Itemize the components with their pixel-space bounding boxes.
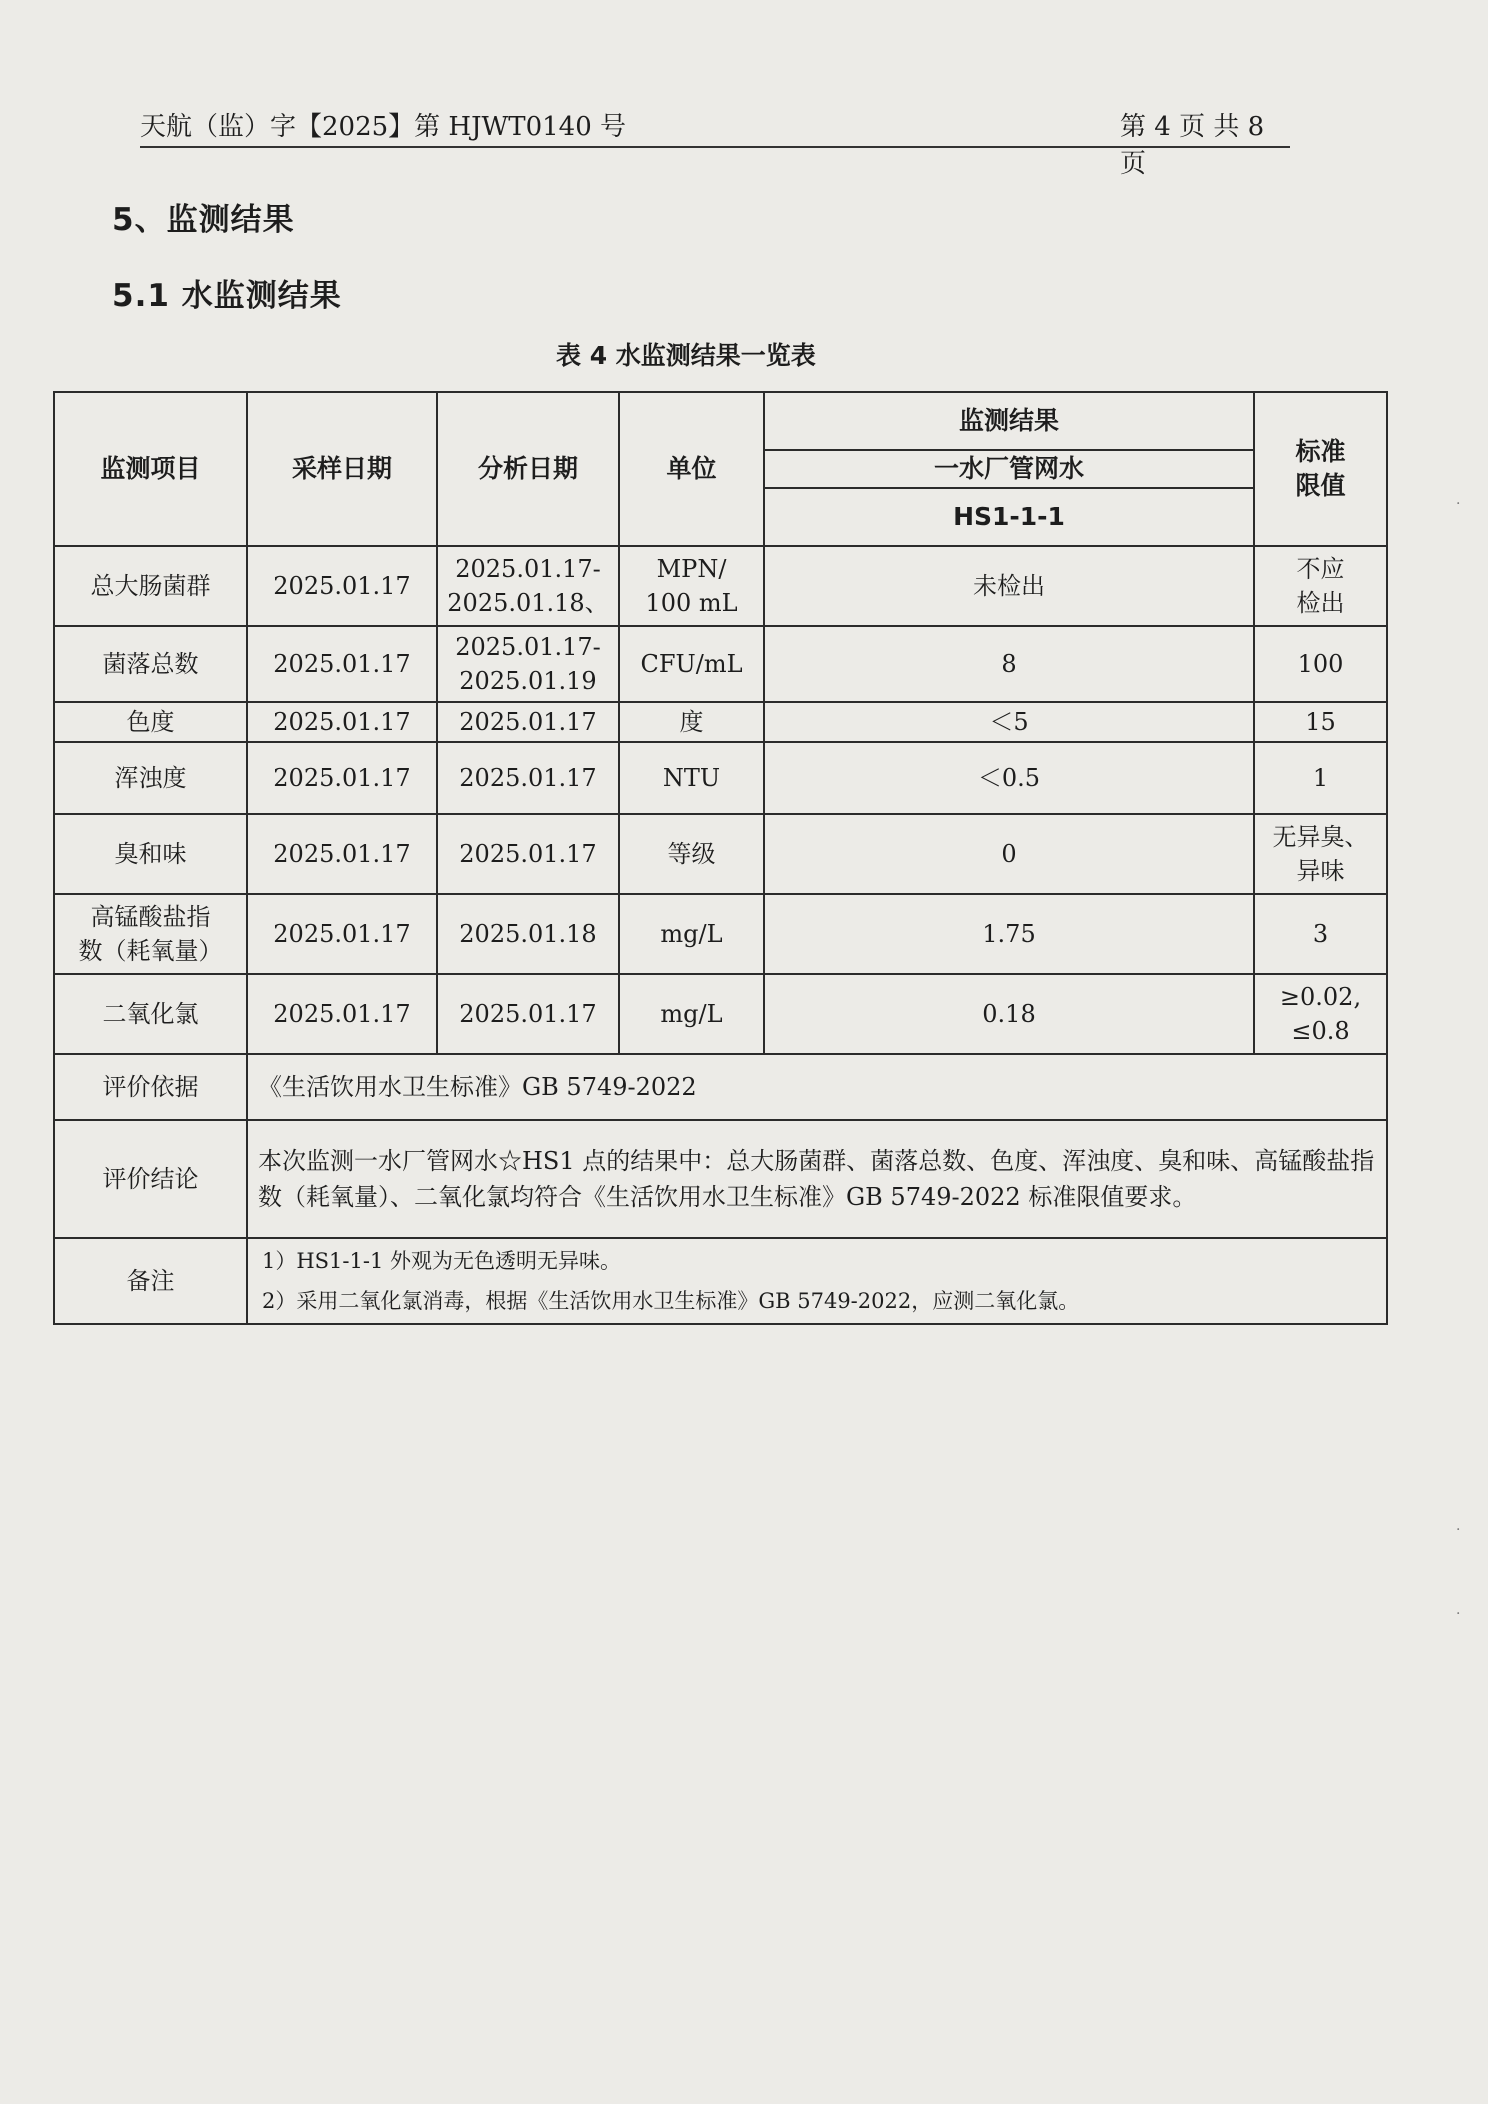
header-unit: 单位: [619, 392, 764, 546]
row-limit: 1: [1254, 742, 1387, 814]
row-analysis-date: 2025.01.17: [437, 814, 619, 894]
table-row: [54, 894, 1387, 974]
header-limit: [1254, 392, 1387, 546]
row-sample-date: 2025.01.17: [247, 742, 437, 814]
remarks-label: 备注: [54, 1238, 247, 1324]
header-result: 监测结果: [764, 392, 1254, 450]
row-item: 高锰酸盐指 数（耗氧量）: [54, 894, 247, 974]
row-sample-date: 2025.01.17: [247, 814, 437, 894]
remarks-value: [247, 1238, 1387, 1324]
row-unit: 等级: [619, 814, 764, 894]
row-analysis-date: 2025.01.18: [437, 894, 619, 974]
row-limit: 100: [1254, 626, 1387, 702]
row-item: 浑浊度: [54, 742, 247, 814]
row-item: 菌落总数: [54, 626, 247, 702]
header-analysis-date: 分析日期: [437, 392, 619, 546]
row-sample-date: 2025.01.17: [247, 702, 437, 742]
row-result: 0: [764, 814, 1254, 894]
page-number: 第 4 页 共 8 页: [1120, 112, 1265, 179]
row-unit: mg/L: [619, 894, 764, 974]
table-row: [54, 974, 1387, 1054]
table-row: [54, 742, 1387, 814]
scan-mark: ·: [1456, 1606, 1461, 1622]
conclusion-row: [54, 1120, 1387, 1238]
page-header: [140, 106, 1290, 179]
row-sample-date: 2025.01.17: [247, 626, 437, 702]
row-result: 未检出: [764, 546, 1254, 626]
row-unit: 度: [619, 702, 764, 742]
row-sample-date: 2025.01.17: [247, 546, 437, 626]
row-limit: 3: [1254, 894, 1387, 974]
conclusion-label: 评价结论: [54, 1120, 247, 1238]
row-sample-date: 2025.01.17: [247, 894, 437, 974]
remarks-row: [54, 1238, 1387, 1324]
row-unit: mg/L: [619, 974, 764, 1054]
conclusion-value: 本次监测一水厂管网水☆HS1 点的结果中：总大肠菌群、菌落总数、色度、浑浊度、臭和味、高锰酸盐指数（耗氧量）、二氧化氯均符合《生活饮用水卫生标准》GB 5749-2022 标准限值要求。: [247, 1120, 1387, 1238]
row-item: 色度: [54, 702, 247, 742]
table-row: [54, 702, 1387, 742]
section-title: 5、监测结果: [112, 202, 295, 238]
water-results-table: [53, 391, 1388, 1325]
table-row: [54, 626, 1387, 702]
row-result: ＜5: [764, 702, 1254, 742]
basis-row: [54, 1054, 1387, 1120]
row-item: 二氧化氯: [54, 974, 247, 1054]
header-limit-line1: 标准: [1295, 437, 1346, 466]
row-result: 0.18: [764, 974, 1254, 1054]
table-caption: 表 4 水监测结果一览表: [556, 341, 816, 370]
document-number: 天航（监）字【2025】第 HJWT0140 号: [140, 112, 627, 142]
header-sample-date: 采样日期: [247, 392, 437, 546]
remark-item: 1）HS1-1-1 外观为无色透明无异味。: [262, 1249, 622, 1273]
subsection-title: 5.1 水监测结果: [112, 278, 342, 314]
row-result: 1.75: [764, 894, 1254, 974]
scan-mark: ·: [1456, 496, 1461, 512]
row-unit: NTU: [619, 742, 764, 814]
row-limit: 不应 检出: [1254, 546, 1387, 626]
table-row: [54, 814, 1387, 894]
row-limit: 15: [1254, 702, 1387, 742]
row-analysis-date: 2025.01.17- 2025.01.19: [437, 626, 619, 702]
row-analysis-date: 2025.01.17: [437, 702, 619, 742]
row-analysis-date: 2025.01.17: [437, 742, 619, 814]
row-item: 总大肠菌群: [54, 546, 247, 626]
basis-value: 《生活饮用水卫生标准》GB 5749-2022: [247, 1054, 1387, 1120]
header-sample-id: HS1-1-1: [764, 488, 1254, 546]
header-item: 监测项目: [54, 392, 247, 546]
row-limit: 无异臭、 异味: [1254, 814, 1387, 894]
row-result: ＜0.5: [764, 742, 1254, 814]
row-sample-date: 2025.01.17: [247, 974, 437, 1054]
table-row: [54, 546, 1387, 626]
row-result: 8: [764, 626, 1254, 702]
scan-mark: ·: [1456, 1522, 1461, 1538]
remark-item: 2）采用二氧化氯消毒，根据《生活饮用水卫生标准》GB 5749-2022，应测二氧化氯。: [262, 1289, 1080, 1313]
row-analysis-date: 2025.01.17- 2025.01.18、: [437, 546, 619, 626]
row-item: 臭和味: [54, 814, 247, 894]
row-unit: MPN/ 100 mL: [619, 546, 764, 626]
row-limit: ≥0.02, ≤0.8: [1254, 974, 1387, 1054]
header-location: 一水厂管网水: [764, 450, 1254, 488]
row-unit: CFU/mL: [619, 626, 764, 702]
header-limit-line2: 限值: [1295, 471, 1346, 500]
row-analysis-date: 2025.01.17: [437, 974, 619, 1054]
basis-label: 评价依据: [54, 1054, 247, 1120]
